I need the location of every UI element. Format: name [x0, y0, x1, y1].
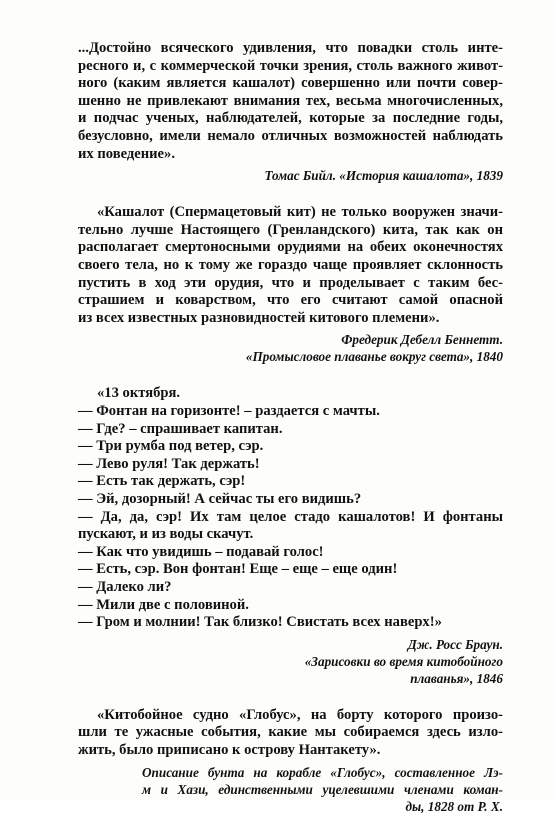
- quote-1-line: шенно не привлекают внимания тех, весьма многочисленных,: [78, 92, 503, 109]
- quote-1-line: их поведение».: [78, 145, 175, 162]
- quote-3-line: — Есть, сэр. Вон фонтан! Еще – еще – еще один!: [78, 561, 398, 578]
- quote-4-line: «Китобойное судно «Глобус», на борту которого произо-: [97, 706, 503, 723]
- quote-3-line: — Три румба под ветер, сэр.: [78, 438, 264, 455]
- quote-1-line: ресного и, с коммерческой точки зрения, столь важного живот-: [78, 57, 503, 74]
- quote-2-line: пустить в ход эти орудия, что и проделывает с таким бес-: [78, 274, 503, 291]
- quote-3-line: — Мили две с половиной.: [78, 596, 249, 613]
- quote-3-line: — Гром и молнии! Так близко! Свистать всех наверх!»: [78, 614, 442, 631]
- quote-4-attribution: ды, 1828 от Р. Х.: [405, 798, 503, 814]
- quote-3-line: — Как что увидишь – подавай голос!: [78, 543, 324, 560]
- quote-3-line: пускают, и из воды скачут.: [78, 526, 254, 543]
- quote-2-line: страшием и коварством, что его считают самой опасной: [78, 292, 503, 309]
- quote-4-attribution: Описание бунта на корабле «Глобус», составленное Лэ-: [142, 764, 503, 780]
- quote-1-attribution: Томас Бийл. «История кашалота», 1839: [264, 168, 503, 184]
- quote-3-line: — Где? – спрашивает капитан.: [78, 420, 283, 437]
- quote-3-line: — Есть так держать, сэр!: [78, 473, 246, 490]
- quote-3-line: — Далеко ли?: [78, 579, 172, 595]
- quote-2-line: располагает смертоносными орудиями на обеих оконечностях: [78, 239, 503, 256]
- quote-2-line: своего тела, но к тому же гораздо чаще проявляет склонность: [78, 257, 503, 273]
- quote-4-line: жить, было приписано к острову Нантакету».: [78, 742, 381, 758]
- quote-2-line: тельно лучше Настоящего (Гренландского) кита, так как он: [78, 221, 503, 238]
- quote-3-line: — Лево руля! Так держать!: [78, 455, 260, 472]
- quote-2-attribution: Фредерик Дебелл Беннетт.: [341, 332, 503, 348]
- quote-3-line: — Эй, дозорный! А сейчас ты его видишь?: [78, 491, 362, 507]
- quote-1-line: и подчас ученых, наблюдателей, которые за последние годы,: [78, 110, 503, 127]
- quote-4-attribution: м и Хази, единственными уцелевшими членами коман-: [142, 781, 503, 797]
- quote-3-attribution: плаванья», 1846: [410, 670, 503, 686]
- quote-1-line: ...Достойно всяческого удивления, что повадки столь инте-: [78, 40, 503, 56]
- quote-3-line: — Да, да, сэр! Их там целое стадо кашалотов! И фонтаны: [78, 508, 503, 525]
- quote-3-line: «13 октября.: [97, 385, 181, 402]
- quote-3-attribution: Дж. Росс Браун.: [407, 636, 503, 652]
- quote-2-line: «Кашалот (Спермацетовый кит) не только вооружен значи-: [97, 204, 503, 221]
- quote-1-line: ного (каким является кашалот) совершенно или почти совер-: [78, 75, 503, 92]
- quote-2-line: из всех известных разновидностей китового племени».: [78, 309, 440, 326]
- quote-3-line: — Фонтан на горизонте! – раздается с мачты.: [78, 403, 380, 419]
- quote-2-attribution: «Промысловое плаванье вокруг света», 1840: [245, 349, 503, 365]
- quote-3-attribution: «Зарисовки во время китобойного: [304, 653, 503, 669]
- quote-4-line: шли те ужасные события, какие мы собираемся здесь изло-: [78, 724, 503, 741]
- quote-1-line: безусловно, имели немало отличных возможностей наблюдать: [78, 128, 503, 144]
